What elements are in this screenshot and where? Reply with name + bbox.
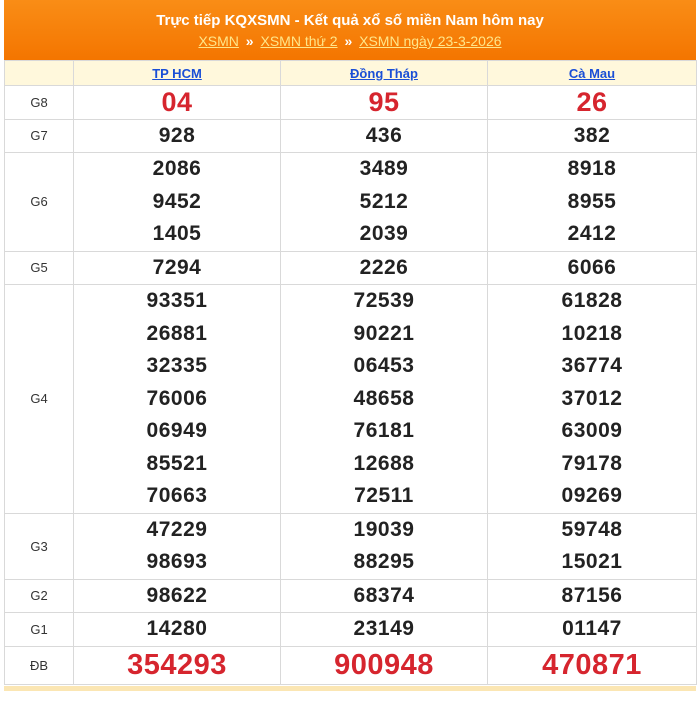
prize-row-g5 — [5, 251, 697, 285]
prize-number: 79178 — [561, 451, 623, 475]
page-title: Trực tiếp KQXSMN - Kết quả xổ số miền Nam hôm nay — [156, 12, 544, 29]
prize-cell — [74, 579, 281, 613]
prize-number: 1405 — [152, 222, 202, 245]
prize-cell — [74, 646, 281, 684]
prize-cell — [74, 119, 281, 153]
prize-cell — [488, 613, 697, 647]
prize-cell — [281, 513, 488, 579]
prize-cell — [488, 251, 697, 285]
prize-row-g7 — [5, 119, 697, 153]
prize-row-g4 — [5, 285, 697, 514]
prize-cell — [281, 86, 488, 120]
prize-cell — [74, 251, 281, 285]
province-link-tp-hcm[interactable]: TP HCM — [152, 65, 202, 81]
prize-cell — [488, 86, 697, 120]
prize-cell — [74, 513, 281, 579]
prize-number: 2039 — [359, 222, 409, 245]
prize-number: 12688 — [353, 451, 415, 475]
breadcrumb-separator: » — [245, 33, 254, 49]
prize-cell — [281, 251, 488, 285]
prize-number: 928 — [158, 123, 196, 147]
header-corner-cell — [5, 61, 74, 86]
prize-number: 72539 — [353, 289, 415, 312]
prize-cell — [281, 153, 488, 252]
prize-cell — [281, 119, 488, 153]
results-header — [4, 0, 696, 60]
prize-number: 5212 — [359, 189, 409, 213]
prize-number: 93351 — [146, 289, 208, 312]
prize-cell — [488, 513, 697, 579]
prize-number: 19039 — [353, 517, 415, 541]
prize-number: 436 — [365, 123, 403, 147]
prize-number: 382 — [573, 123, 611, 147]
prize-row-g1 — [5, 613, 697, 647]
results-table — [4, 60, 697, 685]
prize-number: 63009 — [561, 419, 623, 442]
prize-cell — [488, 646, 697, 684]
breadcrumb-link-xsmn[interactable]: XSMN — [198, 33, 239, 49]
prize-row-db — [5, 646, 697, 684]
prize-number: 6066 — [567, 255, 617, 279]
prize-number: 8955 — [567, 189, 617, 213]
prize-number: 15021 — [561, 550, 623, 573]
prize-label: G1 — [5, 613, 74, 647]
prize-row-g3 — [5, 513, 697, 579]
prize-number: 47229 — [146, 517, 208, 541]
prize-number: 01147 — [562, 617, 622, 640]
prize-number: 37012 — [561, 386, 623, 410]
prize-number: 7294 — [152, 255, 202, 279]
prize-number: 26 — [576, 87, 608, 117]
prize-label: G4 — [5, 285, 74, 514]
prize-number: 95 — [368, 87, 400, 117]
prize-number: 900948 — [334, 648, 434, 681]
prize-cell — [281, 613, 488, 647]
prize-cell — [488, 285, 697, 514]
prize-number: 61828 — [561, 289, 623, 312]
results-panel — [4, 0, 696, 691]
prize-number: 2086 — [152, 157, 202, 180]
prize-label: G6 — [5, 153, 74, 252]
prize-number: 06453 — [353, 354, 415, 377]
prize-number: 2412 — [567, 222, 617, 245]
prize-number: 26881 — [146, 321, 208, 345]
prize-number: 98693 — [146, 550, 208, 573]
province-link-dong-thap[interactable]: Đồng Tháp — [350, 65, 418, 81]
prize-number: 354293 — [127, 648, 227, 681]
prize-cell — [488, 119, 697, 153]
prize-row-g6 — [5, 153, 697, 252]
prize-row-g8 — [5, 86, 697, 120]
prize-number: 8918 — [567, 157, 617, 180]
prize-number: 68374 — [353, 583, 415, 607]
prize-number: 98622 — [146, 583, 208, 607]
prize-number: 90221 — [353, 321, 415, 345]
prize-label: G8 — [5, 86, 74, 120]
prize-number: 06949 — [146, 419, 208, 442]
prize-number: 48658 — [353, 386, 415, 410]
prize-cell — [74, 153, 281, 252]
prize-cell — [488, 579, 697, 613]
breadcrumb-separator: » — [344, 33, 353, 49]
prize-label: G2 — [5, 579, 74, 613]
prize-number: 04 — [161, 87, 193, 117]
prize-number: 87156 — [561, 583, 623, 607]
prize-number: 14280 — [146, 617, 208, 640]
prize-number: 32335 — [146, 354, 208, 377]
prize-cell — [281, 646, 488, 684]
prize-number: 70663 — [146, 484, 208, 507]
prize-number: 09269 — [561, 484, 623, 507]
column-header — [74, 61, 281, 86]
prize-number: 88295 — [353, 550, 415, 573]
prize-number: 2226 — [359, 255, 409, 279]
column-header — [488, 61, 697, 86]
prize-cell — [74, 613, 281, 647]
prize-label: G5 — [5, 251, 74, 285]
prize-number: 470871 — [542, 648, 642, 681]
prize-cell — [74, 86, 281, 120]
prize-cell — [281, 579, 488, 613]
table-header-row — [5, 61, 697, 86]
column-header — [281, 61, 488, 86]
breadcrumb-link-xsmn-thu-2[interactable]: XSMN thứ 2 — [260, 33, 338, 49]
prize-label: G7 — [5, 119, 74, 153]
prize-number: 72511 — [354, 484, 414, 507]
prize-number: 10218 — [561, 321, 623, 345]
prize-label: G3 — [5, 513, 74, 579]
table-footer-strip — [4, 686, 696, 691]
province-link-ca-mau[interactable]: Cà Mau — [568, 65, 616, 81]
prize-number: 59748 — [561, 517, 623, 541]
prize-label: ĐB — [5, 646, 74, 684]
prize-number: 76006 — [146, 386, 208, 410]
prize-cell — [74, 285, 281, 514]
prize-number: 23149 — [353, 617, 415, 640]
breadcrumb — [4, 32, 696, 50]
prize-number: 36774 — [561, 354, 623, 377]
prize-number: 3489 — [359, 157, 409, 180]
prize-cell — [488, 153, 697, 252]
prize-number: 9452 — [152, 189, 202, 213]
prize-row-g2 — [5, 579, 697, 613]
prize-number: 76181 — [353, 419, 415, 442]
prize-number: 85521 — [146, 451, 208, 475]
prize-cell — [281, 285, 488, 514]
breadcrumb-link-xsmn-date[interactable]: XSMN ngày 23-3-2026 — [359, 33, 502, 49]
